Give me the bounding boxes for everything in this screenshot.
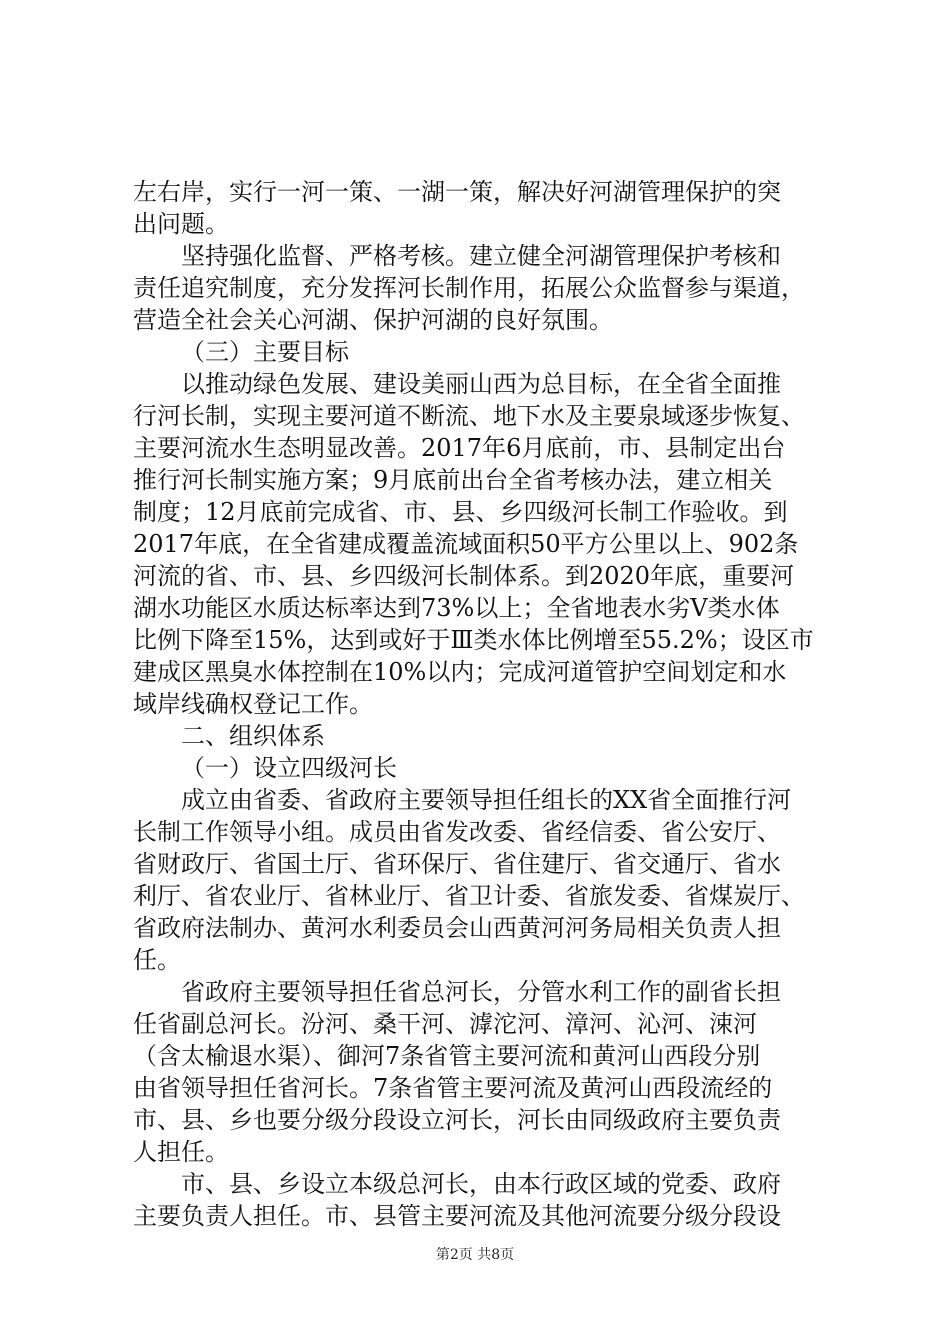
text-line: 省政府法制办、黄河水利委员会山西黄河河务局相关负责人担 — [133, 914, 781, 942]
text-line: 二、组织体系 — [181, 722, 325, 750]
text-line: （含太榆退水渠）、御河7条省管主要河流和黄河山西段分别 — [133, 1042, 761, 1070]
text-line: 市、县、乡设立本级总河长，由本行政区域的党委、政府 — [181, 1170, 781, 1198]
text-line: 坚持强化监督、严格考核。建立健全河湖管理保护考核和 — [181, 242, 781, 270]
text-line: （一）设立四级河长 — [181, 754, 397, 782]
text-line: 以推动绿色发展、建设美丽山西为总目标，在全省全面推 — [181, 370, 781, 398]
text-line: 湖水功能区水质达标率达到73%以上；全省地表水劣Ⅴ类水体 — [133, 594, 780, 622]
text-line: 成立由省委、省政府主要领导担任组长的XX省全面推行河 — [181, 786, 792, 814]
text-line: 任。 — [133, 946, 181, 974]
text-line: 2017年底，在全省建成覆盖流域面积50平方公里以上、902条 — [133, 530, 799, 558]
text-line: 主要河流水生态明显改善。2017年6月底前，市、县制定出台 — [133, 434, 786, 462]
text-line: 域岸线确权登记工作。 — [133, 690, 373, 718]
text-line: 利厅、省农业厅、省林业厅、省卫计委、省旅发委、省煤炭厅、 — [133, 882, 805, 910]
text-line: 制度；12月底前完成省、市、县、乡四级河长制工作验收。到 — [133, 498, 788, 526]
text-line: 左右岸，实行一河一策、一湖一策，解决好河湖管理保护的突 — [133, 178, 781, 206]
text-line: 主要负责人担任。市、县管主要河流及其他河流要分级分段设 — [133, 1202, 781, 1230]
text-line: 由省领导担任省河长。7条省管主要河流及黄河山西段流经的 — [133, 1074, 773, 1102]
body-text — [133, 176, 833, 1232]
text-line: 市、县、乡也要分级分段设立河长，河长由同级政府主要负责 — [133, 1106, 781, 1134]
text-line: 建成区黑臭水体控制在10%以内；完成河道管护空间划定和水 — [133, 658, 787, 686]
text-line: 营造全社会关心河湖、保护河湖的良好氛围。 — [133, 306, 613, 334]
text-line: 推行河长制实施方案；9月底前出台全省考核办法，建立相关 — [133, 466, 773, 494]
text-line: 长制工作领导小组。成员由省发改委、省经信委、省公安厅、 — [133, 818, 781, 846]
text-line: 人担任。 — [133, 1138, 229, 1166]
text-line: 省财政厅、省国土厅、省环保厅、省住建厅、省交通厅、省水 — [133, 850, 781, 878]
page-number-footer: 第2页 共8页 — [435, 1247, 515, 1263]
text-line: 省政府主要领导担任省总河长，分管水利工作的副省长担 — [181, 978, 781, 1006]
text-line: 出问题。 — [133, 210, 229, 238]
text-line: 任省副总河长。汾河、桑干河、滹沱河、漳河、沁河、涑河 — [133, 1010, 757, 1038]
text-line: （三）主要目标 — [181, 338, 349, 366]
text-line: 行河长制，实现主要河道不断流、地下水及主要泉域逐步恢复、 — [133, 402, 805, 430]
text-line: 责任追究制度，充分发挥河长制作用，拓展公众监督参与渠道， — [133, 274, 805, 302]
text-line: 比例下降至15%，达到或好于Ⅲ类水体比例增至55.2%；设区市 — [133, 626, 814, 654]
text-line: 河流的省、市、县、乡四级河长制体系。到2020年底，重要河 — [133, 562, 795, 590]
